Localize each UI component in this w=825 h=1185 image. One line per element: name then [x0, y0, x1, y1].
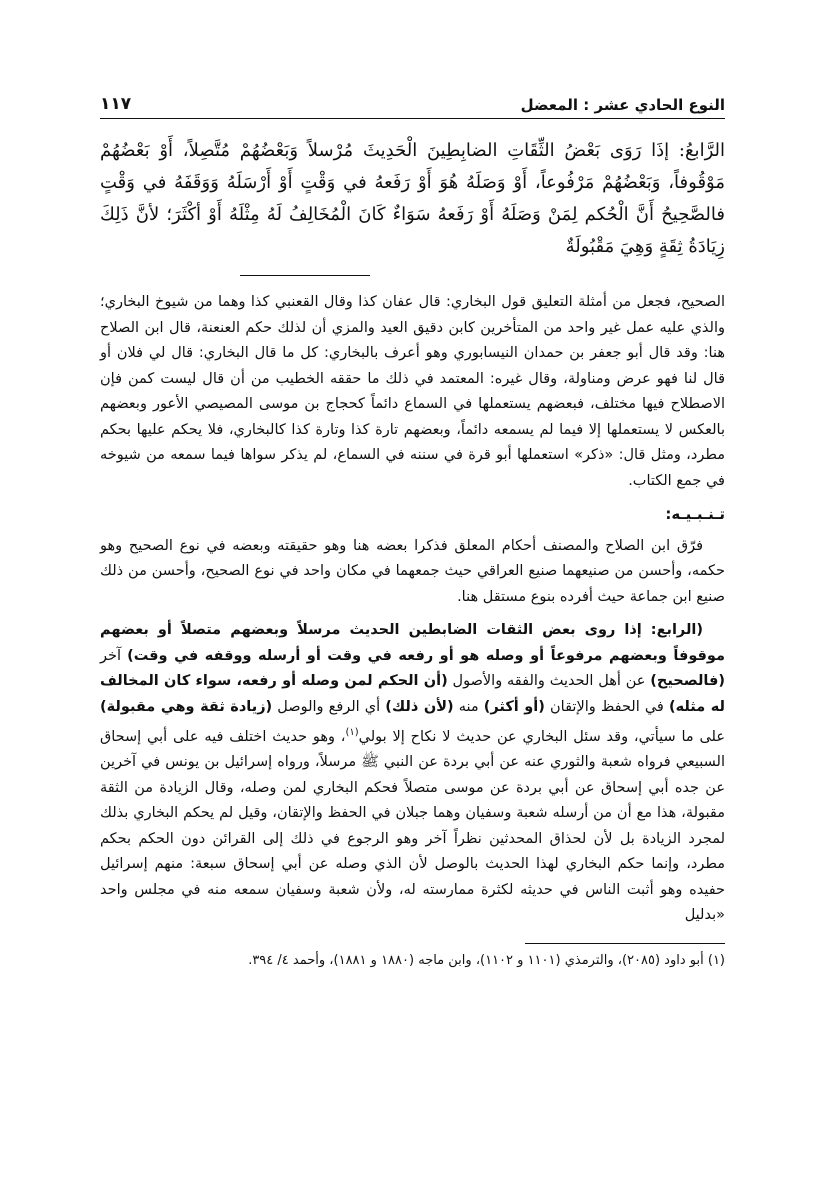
quoted-matn: (زيادة ثقة وهي مقبولة): [100, 698, 273, 715]
commentary-paragraph-2: فرّق ابن الصلاح والمصنف أحكام المعلق فذكرا بعضه هنا وهو حقيقته وبعضه في نوع الصحيح وهو حكمه، وأحسن من صنيعهما صنيع العراقي حيث جمعهما في مكان واحد في نوع الصحيح، وأحسن من ذلك صنيع ابن جماعة حيث أفرده بنوع مستقل هنا.: [100, 537, 725, 605]
commentary-text: ، وهو حديث اختلف فيه على أبي إسحاق السبيعي فرواه شعبة والثوري عنه عن أبي بردة عن النبي ﷺ مرسلاً، ورواه إسرائيل بن يونس في آخرين عن جده أبي إسحاق عن أبي بردة عن موسى متصلاً فحكم البخاري لمن وصله، وقال الزيادة من الثقة مقبولة، هذا مع أن من أرسله شعبة وسفيان وهما جبلان في الحفظ والإتقان، وقيل لم يحكم البخاري بذلك لمجرد الزيادة بل لأن لحذاق المحدثين نظراً آخر وهو الرجوع في ذلك إلى القرائن دون الحكم بحكم مطرد، وإنما حكم البخاري لهذا الحديث بالوصل لأن الذي وصله عن أبي إسحاق سبعة: منهم إسرائيل حفيده وهو أثبت الناس في حديثه لكثرة ممارسته له، ولأن شعبة وسفيان سمعه منه في مجلس واحد «بدليل: [100, 728, 725, 924]
commentary-text: عن أهل الحديث والفقه والأصول: [447, 673, 651, 689]
commentary-text: على ما سيأتي، وقد سئل البخاري عن حديث لا نكاح إلا بولي: [358, 728, 725, 745]
commentary-paragraph-3: [100, 618, 725, 929]
commentary: [100, 290, 725, 929]
quoted-matn: (أن الحكم لمن وصله أو رفعه، سواء كان المخالف له مثله): [100, 673, 725, 715]
matn-separator: [240, 275, 370, 276]
quoted-matn: (فالصحيح): [650, 673, 725, 689]
commentary-text: أي الرفع والوصل: [272, 698, 386, 715]
quoted-matn: (لأن ذلك): [385, 698, 454, 715]
page-header: [100, 80, 725, 119]
commentary-text: منه: [453, 698, 484, 715]
footnote: (١) أبو داود (٢٠٨٥)، والترمذي (١١٠١ و ١١٠٢)، وابن ماجه (١٨٨٠ و ١٨٨١)، وأحمد ٤/ ٣٩٤.: [248, 952, 725, 968]
commentary-text: في الحفظ والإتقان: [544, 698, 669, 715]
running-title: النوع الحادي عشر : المعضل: [520, 96, 725, 114]
notice-heading: تـنـبـيـه:: [665, 505, 725, 523]
page-number: ١١٧: [100, 94, 132, 114]
quoted-matn: (أو أكثر): [483, 698, 545, 715]
commentary-text: آخر: [100, 647, 128, 664]
footnote-marker[interactable]: (١): [345, 727, 359, 738]
commentary-paragraph-1: الصحيح، فجعل من أمثلة التعليق قول البخاري: قال عفان كذا وقال القعنبي كذا وهما من شيوخ البخاري؛ والذي عليه عمل غير واحد من المتأخرين كابن دقيق العيد والمزي أن لذلك حكم العنعنة، قال ابن الصلاح هنا: وقد قال أبو جعفر بن حمدان النيسابوري وهو أعرف بالبخاري: كل ما قال البخاري: قال لي فلان أو قال لنا فهو عرض ومناولة، وقال غيره: المعتمد في ذلك ما حققه الخطيب من أن قال ليست كمن فإن الاصطلاح فيها مختلف، فبعضهم يستعملها في السماع دائماً كحجاج بن موسى المصيصي الأعور وبعضهم بالعكس لا يستعملها إلا فيما لم يسمعه دائماً، وبعضهم تارة كذا وتارة كذا كالبخاري، فلا يحكم عليها بحكم مطرد، ومثل قال: «ذكر» استعملها أبو قرة في سننه في السماع، لم يذكر سواها فيما سمعه من شيوخه في جمع الكتاب.: [100, 294, 725, 489]
footnote-separator: [525, 943, 725, 944]
book-page: [100, 80, 725, 972]
matn-text: الرَّابعُ: إذَا رَوَى بَعْضُ الثِّقَاتِ الضابِطِينَ الْحَدِيثَ مُرْسلاً وَبَعْضُهُمْ مُتَّصِلاً، أَوْ بَعْضُهُمْ مَوْقُوفاً، وَبَعْضُهُمْ مَرْفُوعاً، أَوْ وَصَلَهُ هُوَ أَوْ رَفَعهُ في وَقْتٍ أَوْ أَرْسَلَهُ وَوَقَفَهُ في وَقْتٍ فالصَّحِيحُ أَنَّ الْحُكم لِمَنْ وَصَلَهُ أَوْ رَفَعهُ سَوَاءٌ كَانَ الْمُخَالِفُ لَهُ مِثْلَهُ أَوْ أكْثَرَ؛ لأنَّ ذَلِكَ زِيَادَةُ ثِقَةٍ وَهِيَ مَقْبُولَةٌ: [100, 140, 725, 257]
quoted-matn-lead: (الرابع: إذا روى بعض الثقات الضابطين الحديث مرسلاً وبعضهم متصلاً أو بعضهم موقوفاً وبعضهم مرفوعاً أو وصله هو أو رفعه في وقت أو أرسله ووقفه في وقت): [100, 622, 725, 664]
